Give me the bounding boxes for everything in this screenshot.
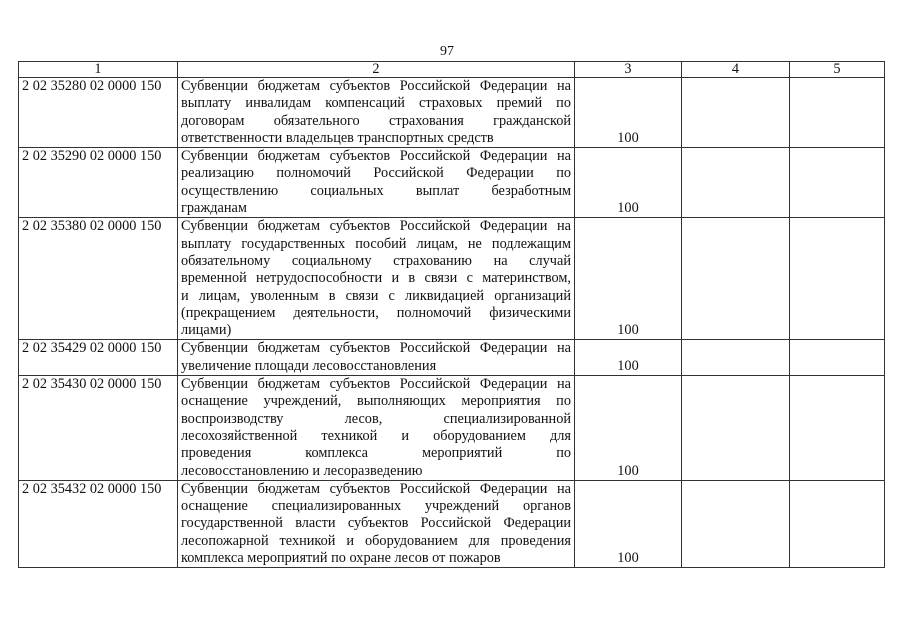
description-line: проведения комплекса мероприятий по [181, 445, 571, 462]
description-line: гражданам [181, 200, 247, 217]
value-cell-5 [790, 480, 885, 567]
header-row [19, 62, 885, 78]
value-cell-3: 100 [575, 78, 682, 148]
description-cell [178, 78, 575, 148]
value-cell-5 [790, 376, 885, 481]
budget-code-cell: 2 02 35280 02 0000 150 [19, 78, 178, 148]
description-line: государственной власти субъектов Российской Федерации [181, 515, 571, 532]
table-row [19, 480, 885, 567]
value-cell-4 [682, 218, 790, 340]
table-row [19, 376, 885, 481]
description-line: лесовосстановлению и лесоразведению [181, 462, 423, 479]
value-cell-3: 100 [575, 376, 682, 481]
value-cell-4 [682, 78, 790, 148]
description-cell [178, 340, 575, 376]
budget-code-cell: 2 02 35432 02 0000 150 [19, 480, 178, 567]
budget-table [18, 61, 885, 568]
budget-code-cell: 2 02 35430 02 0000 150 [19, 376, 178, 481]
value-cell-4 [682, 148, 790, 218]
column-header-3: 3 [575, 62, 682, 78]
value-cell-3: 100 [575, 218, 682, 340]
description-line: временной нетрудоспособности и в связи с материнством, [181, 270, 571, 287]
description-line: Субвенции бюджетам субъектов Российской Федерации на [181, 218, 571, 235]
value-cell-5 [790, 218, 885, 340]
description-line: выплату инвалидам компенсаций страховых премий по [181, 95, 571, 112]
table-row [19, 78, 885, 148]
description-line: воспроизводству лесов, специализированной [181, 410, 571, 427]
budget-code-cell: 2 02 35380 02 0000 150 [19, 218, 178, 340]
budget-code-cell: 2 02 35290 02 0000 150 [19, 148, 178, 218]
description-line: Субвенции бюджетам субъектов Российской Федерации на [181, 376, 571, 393]
budget-code-cell: 2 02 35429 02 0000 150 [19, 340, 178, 376]
column-header-2: 2 [178, 62, 575, 78]
column-header-4: 4 [682, 62, 790, 78]
value-cell-4 [682, 376, 790, 481]
value-cell-4 [682, 480, 790, 567]
description-line: осуществлению социальных выплат безработным [181, 182, 571, 199]
description-line: Субвенции бюджетам субъектов Российской Федерации на [181, 78, 571, 94]
description-line: Субвенции бюджетам субъектов Российской Федерации на [181, 340, 571, 357]
page-number: 97 [440, 44, 454, 59]
value-cell-3: 100 [575, 340, 682, 376]
description-line: обязательному социальному страхованию на случай [181, 252, 571, 269]
table-row [19, 148, 885, 218]
description-cell [178, 480, 575, 567]
description-line: оснащение учреждений, выполняющих мероприятия по [181, 393, 571, 410]
description-line: лицами) [181, 322, 232, 339]
description-line: оснащение специализированных учреждений органов [181, 498, 571, 515]
description-line: лесохозяйственной техникой и оборудованием для [181, 427, 571, 444]
description-line: договорам обязательного страхования гражданской [181, 112, 571, 129]
description-cell [178, 376, 575, 481]
description-line: и лицам, уволенным в связи с ликвидацией организаций [181, 287, 571, 304]
table-row [19, 218, 885, 340]
description-line: (прекращением деятельности, полномочий физическими [181, 304, 571, 321]
column-header-5: 5 [790, 62, 885, 78]
description-line: выплату государственных пособий лицам, не подлежащим [181, 235, 571, 252]
value-cell-5 [790, 340, 885, 376]
value-cell-5 [790, 78, 885, 148]
description-line: Субвенции бюджетам субъектов Российской Федерации на [181, 480, 571, 497]
value-cell-4 [682, 340, 790, 376]
description-line: Субвенции бюджетам субъектов Российской Федерации на [181, 148, 571, 165]
description-line: увеличение площади лесовосстановления [181, 357, 437, 374]
column-header-1: 1 [19, 62, 178, 78]
value-cell-5 [790, 148, 885, 218]
value-cell-3: 100 [575, 148, 682, 218]
description-cell [178, 218, 575, 340]
value-cell-3: 100 [575, 480, 682, 567]
description-line: комплекса мероприятий по охране лесов от пожаров [181, 550, 501, 567]
description-line: реализацию полномочий Российской Федерации по [181, 165, 571, 182]
description-line: ответственности владельцев транспортных средств [181, 129, 494, 146]
description-line: лесопожарной техникой и оборудованием для проведения [181, 532, 571, 549]
description-cell [178, 148, 575, 218]
table-row [19, 340, 885, 376]
